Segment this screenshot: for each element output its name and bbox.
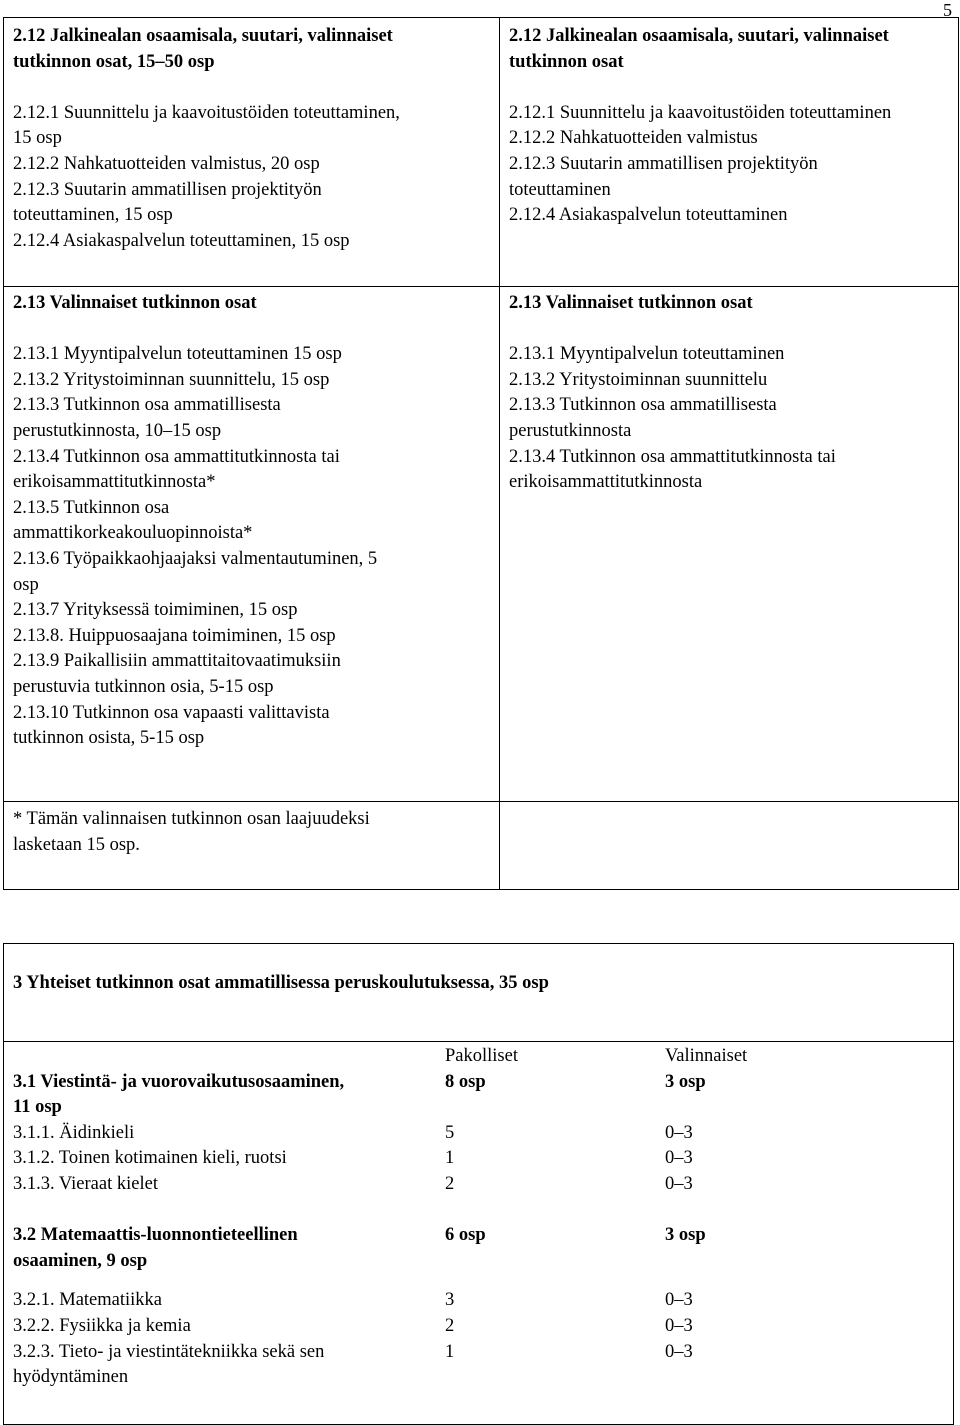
page-number: 5 (943, 0, 952, 20)
pakolliset-value: 2 (445, 1315, 455, 1336)
section-2-13-left (13, 291, 491, 752)
list-item: erikoisammattitutkinnosta* (13, 472, 216, 493)
unit-label-line: 3.2.1. Matematiikka (13, 1290, 162, 1311)
list-item: 2.13.3 Tutkinnon osa ammatillisesta (13, 395, 281, 416)
unit-label (13, 1121, 445, 1147)
unit-row (13, 1146, 945, 1172)
col-header-pakolliset: Pakolliset (445, 1046, 518, 1066)
cell-r1-left (4, 18, 500, 287)
section-title-line: 2.13 Valinnaiset tutkinnon osat (509, 293, 753, 313)
pakolliset-value: 5 (445, 1122, 455, 1143)
list-item: 2.13.4 Tutkinnon osa ammattitutkinnosta tai (509, 446, 836, 467)
curriculum-table (3, 17, 959, 890)
section-title-line: tutkinnon osat, 15–50 osp (13, 51, 215, 72)
unit-label-line: 11 osp (13, 1097, 62, 1118)
valinnaiset-value: 3 osp (665, 1225, 706, 1246)
col-header-label (13, 1044, 445, 1070)
unit-label-line: 3.1.2. Toinen kotimainen kieli, ruotsi (13, 1148, 287, 1169)
unit-label-line: 3.1 Viestintä- ja vuorovaikutusosaaminen, (13, 1071, 345, 1092)
valinnaiset-value: 0–3 (665, 1341, 693, 1362)
column-headers (13, 1044, 945, 1070)
cell-r3-right (500, 802, 959, 890)
unit-label-line: 3.1.3. Vieraat kielet (13, 1173, 158, 1194)
list-item: 2.12.2 Nahkatuotteiden valmistus, 20 osp (13, 153, 320, 174)
list-item: 2.12.4 Asiakaspalvelun toteuttaminen, 15 osp (13, 230, 350, 251)
unit-label (13, 1340, 445, 1391)
unit-label (13, 1288, 445, 1314)
list-item: toteuttaminen, 15 osp (13, 205, 173, 226)
unit-label (13, 1070, 445, 1121)
section-2-12-right (509, 24, 950, 229)
section-title-line: tutkinnon osat (509, 51, 624, 72)
list-item: erikoisammattitutkinnosta (509, 472, 703, 493)
common-units-table (3, 943, 954, 1425)
footnote-line: lasketaan 15 osp. (13, 834, 140, 855)
list-item: 2.13.5 Tutkinnon osa (13, 497, 170, 518)
section-2-13-right (509, 291, 950, 496)
valinnaiset-value: 0–3 (665, 1173, 693, 1194)
unit-label (13, 1146, 445, 1172)
list-item: toteuttaminen (509, 179, 611, 200)
footnote-line: * Tämän valinnaisen tutkinnon osan laajuudeksi (13, 809, 370, 829)
cell-r2-left (4, 287, 500, 802)
unit-label-line: 3.1.1. Äidinkieli (13, 1122, 135, 1143)
common-units-heading: 3 Yhteiset tutkinnon osat ammatillisessa peruskoulutuksessa, 35 osp (13, 973, 549, 993)
common-units-grid (13, 1044, 945, 1391)
unit-label (13, 1314, 445, 1340)
list-item: 2.13.8. Huippuosaajana toimiminen, 15 osp (13, 625, 336, 646)
unit-row (13, 1340, 945, 1391)
list-item: perustuvia tutkinnon osia, 5-15 osp (13, 676, 274, 697)
unit-row (13, 1121, 945, 1147)
unit-label (13, 1172, 445, 1198)
list-item: 2.13.2 Yritystoiminnan suunnittelu (509, 369, 768, 390)
unit-row (13, 1314, 945, 1340)
list-item: ammattikorkeakouluopinnoista* (13, 523, 253, 544)
list-item: 2.12.2 Nahkatuotteiden valmistus (509, 128, 758, 149)
pakolliset-value: 1 (445, 1341, 455, 1362)
valinnaiset-value: 0–3 (665, 1148, 693, 1169)
list-item: 2.13.6 Työpaikkaohjaajaksi valmentautuminen, 5 (13, 548, 378, 569)
valinnaiset-value: 0–3 (665, 1290, 693, 1311)
list-item: 2.13.10 Tutkinnon osa vapaasti valittavista (13, 702, 330, 723)
unit-label-line: 3.2 Matemaattis-luonnontieteellinen (13, 1225, 298, 1246)
section-2-12-left (13, 24, 491, 254)
pakolliset-value: 1 (445, 1148, 455, 1169)
list-item: osp (13, 574, 39, 595)
pakolliset-value: 6 osp (445, 1225, 486, 1246)
list-item: perustutkinnosta (509, 420, 632, 441)
unit-label-line: osaaminen, 9 osp (13, 1250, 148, 1271)
section-title-line: 2.12 Jalkinealan osaamisala, suutari, valinnaiset (13, 26, 393, 46)
list-item: 2.13.7 Yrityksessä toimiminen, 15 osp (13, 600, 298, 621)
list-item: 2.13.1 Myyntipalvelun toteuttaminen (509, 344, 785, 365)
cell-r3-left (4, 802, 500, 890)
unit-label-line: 3.2.2. Fysiikka ja kemia (13, 1315, 191, 1336)
section-title-line: 2.13 Valinnaiset tutkinnon osat (13, 293, 257, 313)
pakolliset-value: 8 osp (445, 1071, 486, 1092)
unit-label (13, 1223, 445, 1274)
valinnaiset-value: 0–3 (665, 1122, 693, 1143)
list-item: tutkinnon osista, 5-15 osp (13, 728, 205, 749)
unit-rows (13, 1070, 945, 1391)
section-title-line: 2.12 Jalkinealan osaamisala, suutari, valinnaiset (509, 26, 889, 46)
list-item: 2.12.1 Suunnittelu ja kaavoitustöiden toteuttaminen (509, 102, 892, 123)
list-item: 2.13.4 Tutkinnon osa ammattitutkinnosta tai (13, 446, 340, 467)
valinnaiset-value: 0–3 (665, 1315, 693, 1336)
cell-r1-right (500, 18, 959, 287)
list-item: 2.12.3 Suutarin ammatillisen projektityön (13, 179, 322, 200)
list-item: 2.12.3 Suutarin ammatillisen projektityön (509, 153, 818, 174)
unit-label-line: 3.2.3. Tieto- ja viestintätekniikka sekä sen (13, 1341, 325, 1362)
common-units-heading-cell (4, 944, 954, 1042)
pakolliset-value: 3 (445, 1290, 455, 1311)
valinnaiset-value: 3 osp (665, 1071, 706, 1092)
list-item: 2.13.2 Yritystoiminnan suunnittelu, 15 osp (13, 369, 330, 390)
footnote (13, 807, 491, 858)
list-item: perustutkinnosta, 10–15 osp (13, 420, 222, 441)
common-units-body-cell (4, 1042, 954, 1425)
list-item: 2.13.1 Myyntipalvelun toteuttaminen 15 osp (13, 344, 342, 365)
unit-group-row (13, 1070, 945, 1121)
col-header-valinnaiset: Valinnaiset (665, 1046, 748, 1066)
pakolliset-value: 2 (445, 1173, 455, 1194)
list-item: 15 osp (13, 128, 62, 149)
list-item: 2.12.4 Asiakaspalvelun toteuttaminen (509, 205, 788, 226)
cell-r2-right (500, 287, 959, 802)
list-item: 2.12.1 Suunnittelu ja kaavoitustöiden toteuttaminen, (13, 102, 400, 123)
list-item: 2.13.3 Tutkinnon osa ammatillisesta (509, 395, 777, 416)
unit-row (13, 1172, 945, 1198)
unit-label-line: hyödyntäminen (13, 1367, 129, 1388)
unit-row (13, 1288, 945, 1314)
unit-group-row (13, 1223, 945, 1274)
list-item: 2.13.9 Paikallisiin ammattitaitovaatimuksiin (13, 651, 341, 672)
